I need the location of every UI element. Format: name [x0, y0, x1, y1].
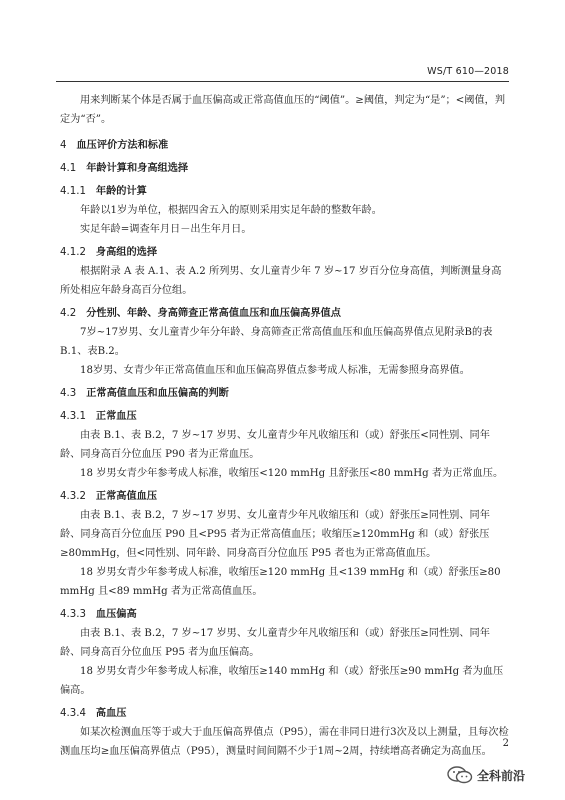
wechat-icon — [447, 766, 473, 784]
section-heading-4-3-3: 4.3.3 血压偏高 — [60, 609, 137, 620]
paragraph: 由表 B.1、表 B.2，7 岁~17 岁男、女儿童青少年凡收缩压和（或）舒张压≥同性别、同年龄、同身高百分位血压 P95 者为血压偏高。 — [60, 628, 490, 658]
section-heading-4-1-2: 4.1.2 身高组的选择 — [60, 247, 158, 258]
section-heading-4-1: 4.1 年龄计算和身高组选择 — [60, 163, 189, 174]
paragraph: 18 岁男女青少年参考成人标准，收缩压≥140 mmHg 和（或）舒张压≥90 mmHg 者为血压偏高。 — [60, 666, 504, 696]
section-heading-4: 4 血压评价方法和标准 — [60, 140, 169, 151]
section-heading-4-3-4: 4.3.4 高血压 — [60, 708, 127, 719]
watermark-text: 全科前沿 — [476, 768, 525, 783]
section-heading-4-3: 4.3 正常高值血压和血压偏高的判断 — [60, 388, 229, 399]
section-heading-4-3-2: 4.3.2 正常高值血压 — [60, 491, 158, 502]
document-code: WS/T 610—2018 — [427, 66, 509, 77]
paragraph: 18 岁男女青少年参考成人标准，收缩压<120 mmHg 且舒张压<80 mmHg 者为正常血压。 — [80, 468, 504, 479]
section-heading-4-1-1: 4.1.1 年龄的计算 — [60, 186, 147, 197]
paragraph: 实足年龄=调查年月日－出生年月日。 — [80, 224, 252, 235]
paragraph: 18岁男、女青少年正常高值血压和血压偏高界值点参考成人标准，无需参照身高界值。 — [80, 365, 470, 376]
paragraph: 18 岁男女青少年参考成人标准，收缩压≥120 mmHg 且<139 mmHg 和（或）舒张压≥80 mmHg 且<89 mmHg 者为正常高值血压。 — [60, 567, 501, 597]
paragraph: 如某次检测血压等于或大于血压偏高界值点（P95），需在非同日进行3次及以上测量，且每次检测血压均≥血压偏高界值点（P95），测量时间间隔不少于1周~2周，持续增高者确定为高血压。 — [60, 727, 509, 757]
section-heading-4-2: 4.2 分性别、年龄、身高筛查正常高值血压和血压偏高界值点 — [60, 308, 341, 319]
header-rule — [56, 81, 509, 82]
paragraph: 由表 B.1、表 B.2，7 岁~17 岁男、女儿童青少年凡收缩压和（或）舒张压≥同性别、同年龄、同身高百分位血压 P90 且<P95 者为正常高值血压；收缩压≥120mmHg 和（或）舒张压≥80mmHg，但<同性别、同年龄、同身高百分位血压 P95 者也为正常高值血压。 — [60, 510, 490, 559]
paragraph: 由表 B.1、表 B.2，7 岁~17 岁男、女儿童青少年凡收缩压和（或）舒张压<同性别、同年龄、同身高百分位血压 P90 者为正常血压。 — [60, 430, 490, 460]
section-heading-4-3-1: 4.3.1 正常血压 — [60, 411, 137, 422]
paragraph: 7岁~17岁男、女儿童青少年分年龄、身高筛查正常高值血压和血压偏高界值点见附录B的表B.1、表B.2。 — [60, 327, 493, 357]
document-body — [60, 91, 509, 761]
paragraph: 根据附录 A 表 A.1、表 A.2 所列男、女儿童青少年 7 岁~17 岁百分位身高值，判断测量身高所处相应年龄身高百分位组。 — [60, 266, 502, 296]
paragraph: 用来判断某个体是否属于血压偏高或正常高值血压的“阈值”。≥阈值，判定为“是”；<阈值，判定为“否”。 — [60, 95, 506, 125]
watermark — [447, 766, 525, 784]
page-number: 2 — [502, 738, 509, 749]
paragraph: 年龄以1岁为单位，根据四舍五入的原则采用实足年龄的整数年龄。 — [80, 205, 382, 216]
